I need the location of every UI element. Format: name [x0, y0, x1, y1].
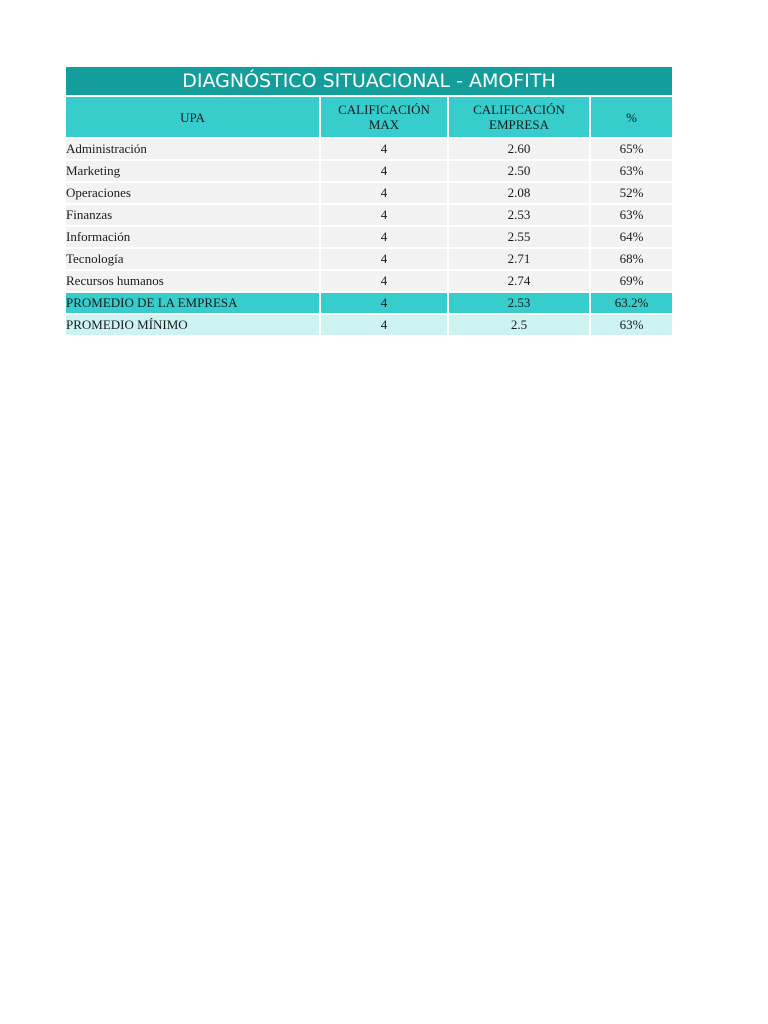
- row-max: 4: [321, 225, 449, 247]
- row-percent: 68%: [591, 247, 672, 269]
- diagnostic-table: [66, 95, 672, 335]
- row-percent: 64%: [591, 225, 672, 247]
- header-upa: UPA: [66, 95, 321, 137]
- row-percent: 63%: [591, 203, 672, 225]
- table-row: [66, 159, 672, 181]
- header-calificacion-empresa: [449, 95, 591, 137]
- header-calificacion-max: [321, 95, 449, 137]
- row-percent: 63%: [591, 159, 672, 181]
- row-name: Finanzas: [66, 203, 321, 225]
- row-max: 4: [321, 203, 449, 225]
- row-empresa: 2.08: [449, 181, 591, 203]
- row-empresa: 2.60: [449, 137, 591, 159]
- promedio-minimo-max: 4: [321, 313, 449, 335]
- promedio-empresa-percent: 63.2%: [591, 291, 672, 313]
- table-row: [66, 247, 672, 269]
- header-calificacion-empresa-line2: EMPRESA: [489, 117, 549, 132]
- diagnostic-sheet: [66, 67, 672, 335]
- table-row: [66, 225, 672, 247]
- table-row: [66, 181, 672, 203]
- row-percent: 65%: [591, 137, 672, 159]
- row-empresa: 2.55: [449, 225, 591, 247]
- row-max: 4: [321, 269, 449, 291]
- row-max: 4: [321, 181, 449, 203]
- promedio-empresa-max: 4: [321, 291, 449, 313]
- header-row: [66, 95, 672, 137]
- row-empresa: 2.71: [449, 247, 591, 269]
- promedio-empresa-row: [66, 291, 672, 313]
- table-row: [66, 203, 672, 225]
- promedio-minimo-row: [66, 313, 672, 335]
- row-empresa: 2.53: [449, 203, 591, 225]
- row-name: Tecnología: [66, 247, 321, 269]
- row-name: Administración: [66, 137, 321, 159]
- row-percent: 52%: [591, 181, 672, 203]
- table-row: [66, 269, 672, 291]
- row-max: 4: [321, 137, 449, 159]
- row-name: Operaciones: [66, 181, 321, 203]
- row-empresa: 2.50: [449, 159, 591, 181]
- promedio-empresa-label: PROMEDIO DE LA EMPRESA: [66, 291, 321, 313]
- row-name: Recursos humanos: [66, 269, 321, 291]
- row-empresa: 2.74: [449, 269, 591, 291]
- promedio-empresa-value: 2.53: [449, 291, 591, 313]
- promedio-minimo-percent: 63%: [591, 313, 672, 335]
- table-title: DIAGNÓSTICO SITUACIONAL - AMOFITH: [66, 67, 672, 95]
- row-max: 4: [321, 159, 449, 181]
- row-name: Información: [66, 225, 321, 247]
- header-calificacion-empresa-line1: CALIFICACIÓN: [473, 102, 565, 117]
- table-row: [66, 137, 672, 159]
- promedio-minimo-label: PROMEDIO MÍNIMO: [66, 313, 321, 335]
- promedio-minimo-value: 2.5: [449, 313, 591, 335]
- header-calificacion-max-line1: CALIFICACIÓN: [338, 102, 430, 117]
- header-calificacion-max-line2: MAX: [368, 117, 400, 132]
- row-max: 4: [321, 247, 449, 269]
- header-percent: %: [591, 95, 672, 137]
- row-percent: 69%: [591, 269, 672, 291]
- row-name: Marketing: [66, 159, 321, 181]
